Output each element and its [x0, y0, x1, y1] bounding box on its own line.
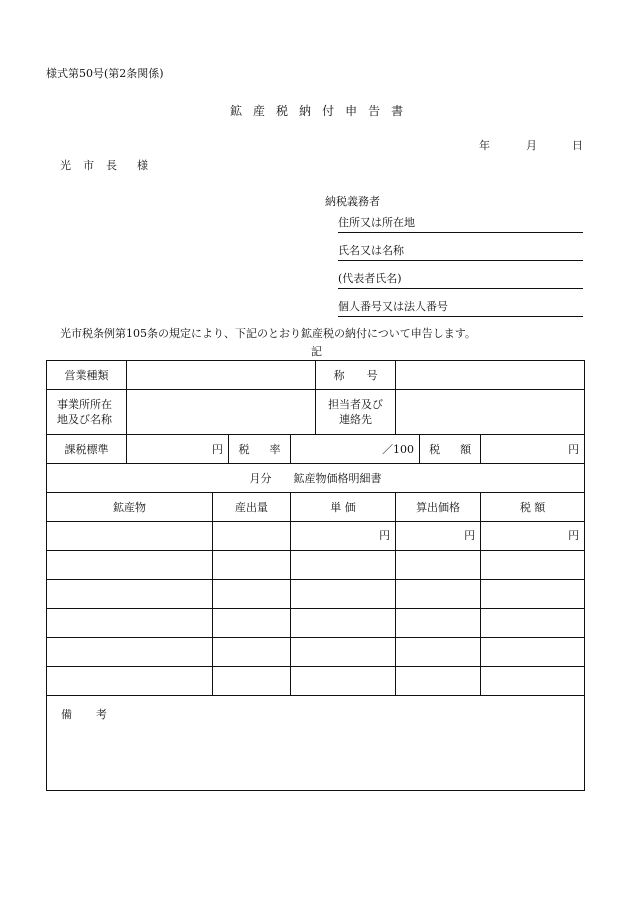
office-label-line: 事業所所在: [57, 398, 112, 411]
taxpayer-heading: 納税義務者: [325, 195, 380, 208]
address-field[interactable]: [338, 215, 583, 233]
calc-price-cell[interactable]: [396, 609, 481, 638]
name-char: 称: [333, 369, 345, 382]
unit-price-cell[interactable]: [291, 522, 396, 551]
name-input[interactable]: [396, 361, 585, 390]
output-cell[interactable]: [213, 609, 291, 638]
ki-label: 記: [311, 345, 322, 358]
mineral-cell[interactable]: [47, 638, 213, 667]
tax-rate-char: 率: [269, 443, 281, 456]
remarks-row: [47, 696, 585, 791]
title-char: 納: [299, 104, 312, 118]
detail-row: [47, 580, 585, 609]
yen-unit: 円: [379, 529, 391, 542]
representative-label: (代表者氏名): [338, 272, 402, 285]
detail-row: [47, 667, 585, 696]
name-char: 号: [366, 369, 378, 382]
tax-base-row: [47, 435, 585, 464]
output-cell[interactable]: [213, 522, 291, 551]
id-number-label: 個人番号又は法人番号: [338, 300, 448, 313]
tax-cell[interactable]: [481, 522, 585, 551]
date-year: 年: [479, 139, 490, 152]
mineral-cell[interactable]: [47, 609, 213, 638]
column-header: 税 額: [481, 493, 585, 522]
yen-unit: 円: [212, 443, 223, 456]
calc-price-cell[interactable]: [396, 667, 481, 696]
output-cell[interactable]: [213, 638, 291, 667]
tax-base-label: 課税標準: [47, 435, 127, 464]
contact-input[interactable]: [396, 390, 585, 435]
date-day: 日: [572, 139, 583, 152]
rate-suffix: ／100: [382, 443, 415, 456]
title-char: 産: [253, 104, 266, 118]
id-number-field[interactable]: [338, 299, 583, 317]
unit-price-cell[interactable]: [291, 667, 396, 696]
representative-field[interactable]: [338, 271, 583, 289]
tax-rate-input[interactable]: [291, 435, 420, 464]
calc-price-cell[interactable]: [396, 638, 481, 667]
tax-cell[interactable]: [481, 580, 585, 609]
month-label: 月分: [249, 472, 272, 485]
mineral-cell[interactable]: [47, 667, 213, 696]
office-label-line: 地及び名称: [57, 413, 112, 426]
addressee-char: 市: [83, 159, 94, 172]
tax-amount-input[interactable]: [481, 435, 585, 464]
column-header: 鉱産物: [47, 493, 213, 522]
tax-base-input[interactable]: [127, 435, 229, 464]
detail-row: [47, 609, 585, 638]
business-row: [47, 361, 585, 390]
detail-title-text: 鉱産物価格明細書: [293, 472, 382, 485]
name-label: 氏名又は名称: [338, 244, 404, 257]
form-title: [230, 105, 414, 117]
unit-price-cell[interactable]: [291, 638, 396, 667]
unit-price-cell[interactable]: [291, 609, 396, 638]
column-header-row: [47, 493, 585, 522]
remarks-char: 備: [61, 708, 72, 721]
title-char: 付: [322, 104, 335, 118]
office-label: [47, 390, 127, 435]
title-char: 税: [276, 104, 289, 118]
addressee-char: 長: [106, 159, 117, 172]
tax-cell[interactable]: [481, 667, 585, 696]
title-char: 書: [391, 104, 404, 118]
detail-row: [47, 638, 585, 667]
tax-amount-label: [420, 435, 481, 464]
column-header: 算出価格: [396, 493, 481, 522]
mineral-cell[interactable]: [47, 580, 213, 609]
mineral-cell[interactable]: [47, 551, 213, 580]
output-cell[interactable]: [213, 580, 291, 609]
detail-title: [47, 464, 585, 493]
tax-amount-char: 額: [460, 443, 472, 456]
column-header: 産出量: [213, 493, 291, 522]
title-char: 告: [368, 104, 381, 118]
remarks-char: 考: [96, 708, 107, 721]
declaration-statement: 光市税条例第105条の規定により、下記のとおり鉱産税の納付について申告します。: [60, 327, 476, 340]
tax-form-table: [46, 360, 585, 791]
business-type-input[interactable]: [127, 361, 316, 390]
tax-rate-char: 税: [238, 443, 250, 456]
calc-price-cell[interactable]: [396, 551, 481, 580]
tax-cell[interactable]: [481, 609, 585, 638]
name-label-cell: [316, 361, 396, 390]
detail-row: [47, 522, 585, 551]
yen-unit: 円: [568, 529, 580, 542]
title-char: 鉱: [230, 104, 243, 118]
office-input[interactable]: [127, 390, 316, 435]
office-row: [47, 390, 585, 435]
title-char: 申: [345, 104, 358, 118]
yen-unit: 円: [568, 443, 580, 456]
detail-title-row: [47, 464, 585, 493]
remarks-cell[interactable]: [47, 696, 585, 791]
address-label: 住所又は所在地: [338, 216, 415, 229]
unit-price-cell[interactable]: [291, 580, 396, 609]
tax-amount-char: 税: [429, 443, 441, 456]
business-type-label: 営業種類: [47, 361, 127, 390]
output-cell[interactable]: [213, 667, 291, 696]
tax-cell[interactable]: [481, 638, 585, 667]
unit-price-cell[interactable]: [291, 551, 396, 580]
addressee-char: 様: [137, 159, 148, 172]
mineral-cell[interactable]: [47, 522, 213, 551]
detail-row: [47, 551, 585, 580]
output-cell[interactable]: [213, 551, 291, 580]
column-header: 単 価: [291, 493, 396, 522]
contact-label: [316, 390, 396, 435]
addressee-char: 光: [60, 159, 71, 172]
calc-price-cell[interactable]: [396, 522, 481, 551]
tax-rate-label: [229, 435, 291, 464]
calc-price-cell[interactable]: [396, 580, 481, 609]
yen-unit: 円: [464, 529, 476, 542]
contact-label-line: 連絡先: [339, 413, 373, 426]
tax-cell[interactable]: [481, 551, 585, 580]
form-number: 様式第50号(第2条関係): [46, 67, 164, 80]
contact-label-line: 担当者及び: [328, 398, 384, 411]
date-month: 月: [526, 139, 537, 152]
addressee: [60, 160, 148, 171]
name-field[interactable]: [338, 243, 583, 261]
